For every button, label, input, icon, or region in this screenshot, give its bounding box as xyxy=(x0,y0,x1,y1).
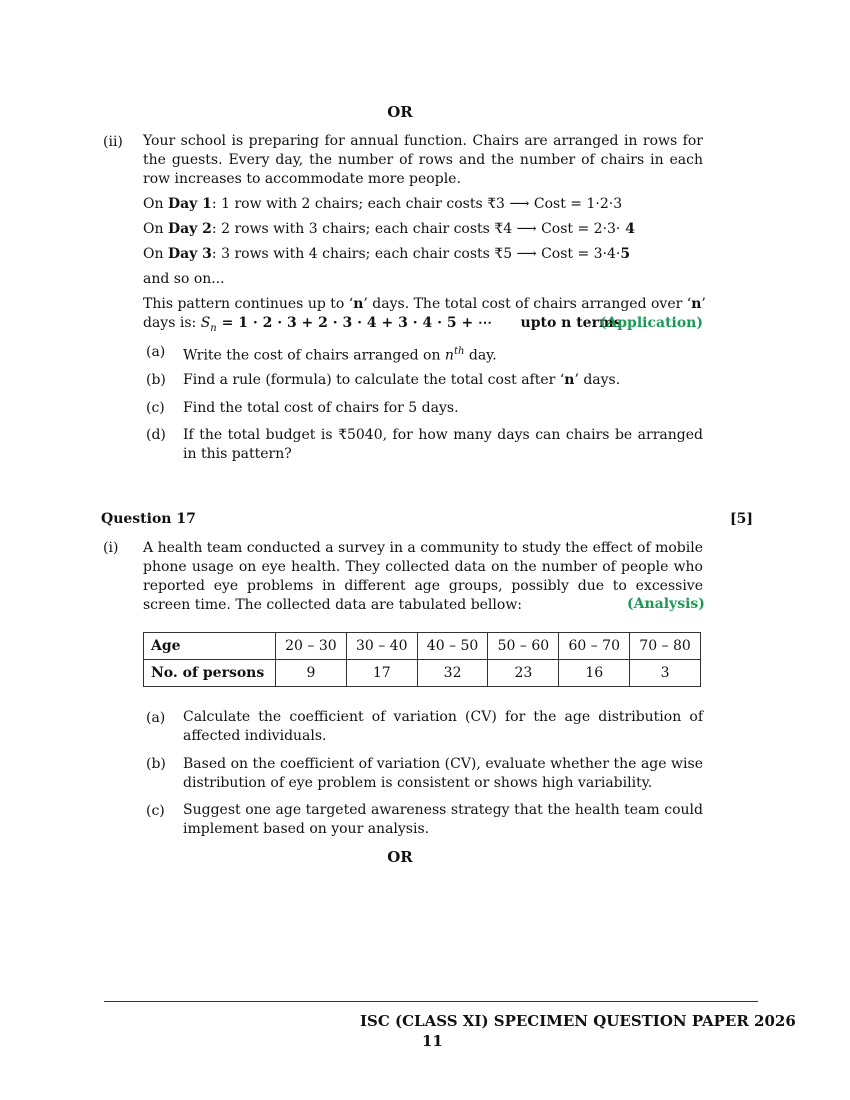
or-separator-top: OR xyxy=(387,103,413,121)
part-c-text: Suggest one age targeted awareness strategy that the health team could implement based on your analysis. xyxy=(183,802,703,837)
day1-bold: Day 1 xyxy=(167,196,212,212)
question-part-number: (ii) xyxy=(103,134,123,150)
day2-line xyxy=(143,221,635,237)
part-d-label: (d) xyxy=(146,427,166,443)
part-a-label: (a) xyxy=(146,344,166,360)
part-c-text: Find the total cost of chairs for 5 days. xyxy=(183,400,459,416)
part-b-label: (b) xyxy=(146,372,166,388)
day1-label: On xyxy=(143,196,168,212)
table-cell: 3 xyxy=(630,660,701,687)
or-separator-bottom: OR xyxy=(387,848,413,866)
part-c-label: (c) xyxy=(146,803,165,819)
table-cell: 20 – 30 xyxy=(276,633,347,660)
and-so-on: and so on... xyxy=(143,271,225,287)
part-b-label: (b) xyxy=(146,756,166,772)
day2-text: : 2 rows with 3 chairs; each chair costs ₹4 ⟶ Cost = 2·3· xyxy=(211,221,621,237)
table-cell: 9 xyxy=(276,660,347,687)
table-cell: 70 – 80 xyxy=(630,633,701,660)
part-d-text: If the total budget is ₹5040, for how many days can chairs be arranged in this pattern? xyxy=(183,427,703,462)
pattern-text-2: days is: xyxy=(143,315,201,331)
day1-text: : 1 row with 2 chairs; each chair costs ₹3 ⟶ Cost = 1·2·3 xyxy=(211,196,623,212)
series-lhs: S xyxy=(200,315,211,331)
series-line xyxy=(143,315,703,334)
data-table xyxy=(143,632,701,687)
day3-line xyxy=(143,246,630,262)
table-cell: 50 – 60 xyxy=(488,633,559,660)
pattern-line-1 xyxy=(143,296,706,312)
day3-bold: Day 3 xyxy=(167,246,212,262)
table-header-cell: No. of persons xyxy=(144,660,276,687)
day3-text: : 3 rows with 4 chairs; each chair costs ₹5 ⟶ Cost = 3·4· xyxy=(211,246,621,262)
part-a-text: Calculate the coefficient of variation (CV) for the age distribution of affected individuals. xyxy=(183,709,703,744)
table-cell: 17 xyxy=(346,660,417,687)
table-cell: 30 – 40 xyxy=(346,633,417,660)
table-cell: 40 – 50 xyxy=(417,633,488,660)
part-a-label: (a) xyxy=(146,710,166,726)
question-part-number: (i) xyxy=(103,540,119,556)
question-heading: Question 17 xyxy=(101,511,196,527)
table-cell: 23 xyxy=(488,660,559,687)
part-b-text: Based on the coefficient of variation (CV), evaluate whether the age wise distribution of eye problem is consistent or shows high variability. xyxy=(183,756,703,791)
part-b-text: Find a rule (formula) to calculate the total cost after ‘n’ days. xyxy=(183,372,621,388)
day2-tail: 4 xyxy=(620,221,636,237)
series-subscript: n xyxy=(210,322,217,334)
day2-bold: Day 2 xyxy=(167,221,212,237)
series-upto: upto n terms xyxy=(520,315,622,331)
question-marks: [5] xyxy=(730,511,753,527)
table-cell: 16 xyxy=(559,660,630,687)
table-cell: 60 – 70 xyxy=(559,633,630,660)
part-c-label: (c) xyxy=(146,400,165,416)
day3-label: On xyxy=(143,246,168,262)
footer-title: ISC (CLASS XI) SPECIMEN QUESTION PAPER 2026 xyxy=(360,1012,796,1030)
question-intro: Your school is preparing for annual function. Chairs are arranged in rows for the guests. Every day, the number of rows and the number of chairs in each row increases to accommodate more people. xyxy=(143,133,703,187)
table-row xyxy=(144,660,701,687)
skill-tag-analysis: (Analysis) xyxy=(627,596,705,612)
footer-divider xyxy=(104,1001,758,1002)
series-rhs: = 1 · 2 · 3 + 2 · 3 · 4 + 3 · 4 · 5 + ⋯ xyxy=(216,315,493,331)
question-intro: A health team conducted a survey in a community to study the effect of mobile phone usage on eye health. They collected data on the number of people who reported eye problems in different age groups, possibly due to excessive screen time. The collected data are tabulated bellow: xyxy=(143,540,703,613)
table-row xyxy=(144,633,701,660)
part-a-text: Write the cost of chairs arranged on $n^{th}$ day. xyxy=(183,346,497,364)
page-number: 11 xyxy=(422,1032,443,1050)
table-cell: 32 xyxy=(417,660,488,687)
pattern-text-1: This pattern continues up to ‘n’ days. The total cost of chairs arranged over ‘n’ xyxy=(143,296,706,312)
table-header-cell: Age xyxy=(144,633,276,660)
day2-label: On xyxy=(143,221,168,237)
day1-line xyxy=(143,196,622,212)
skill-tag-application: (Application) xyxy=(599,315,703,331)
day3-tail: 5 xyxy=(620,246,631,262)
